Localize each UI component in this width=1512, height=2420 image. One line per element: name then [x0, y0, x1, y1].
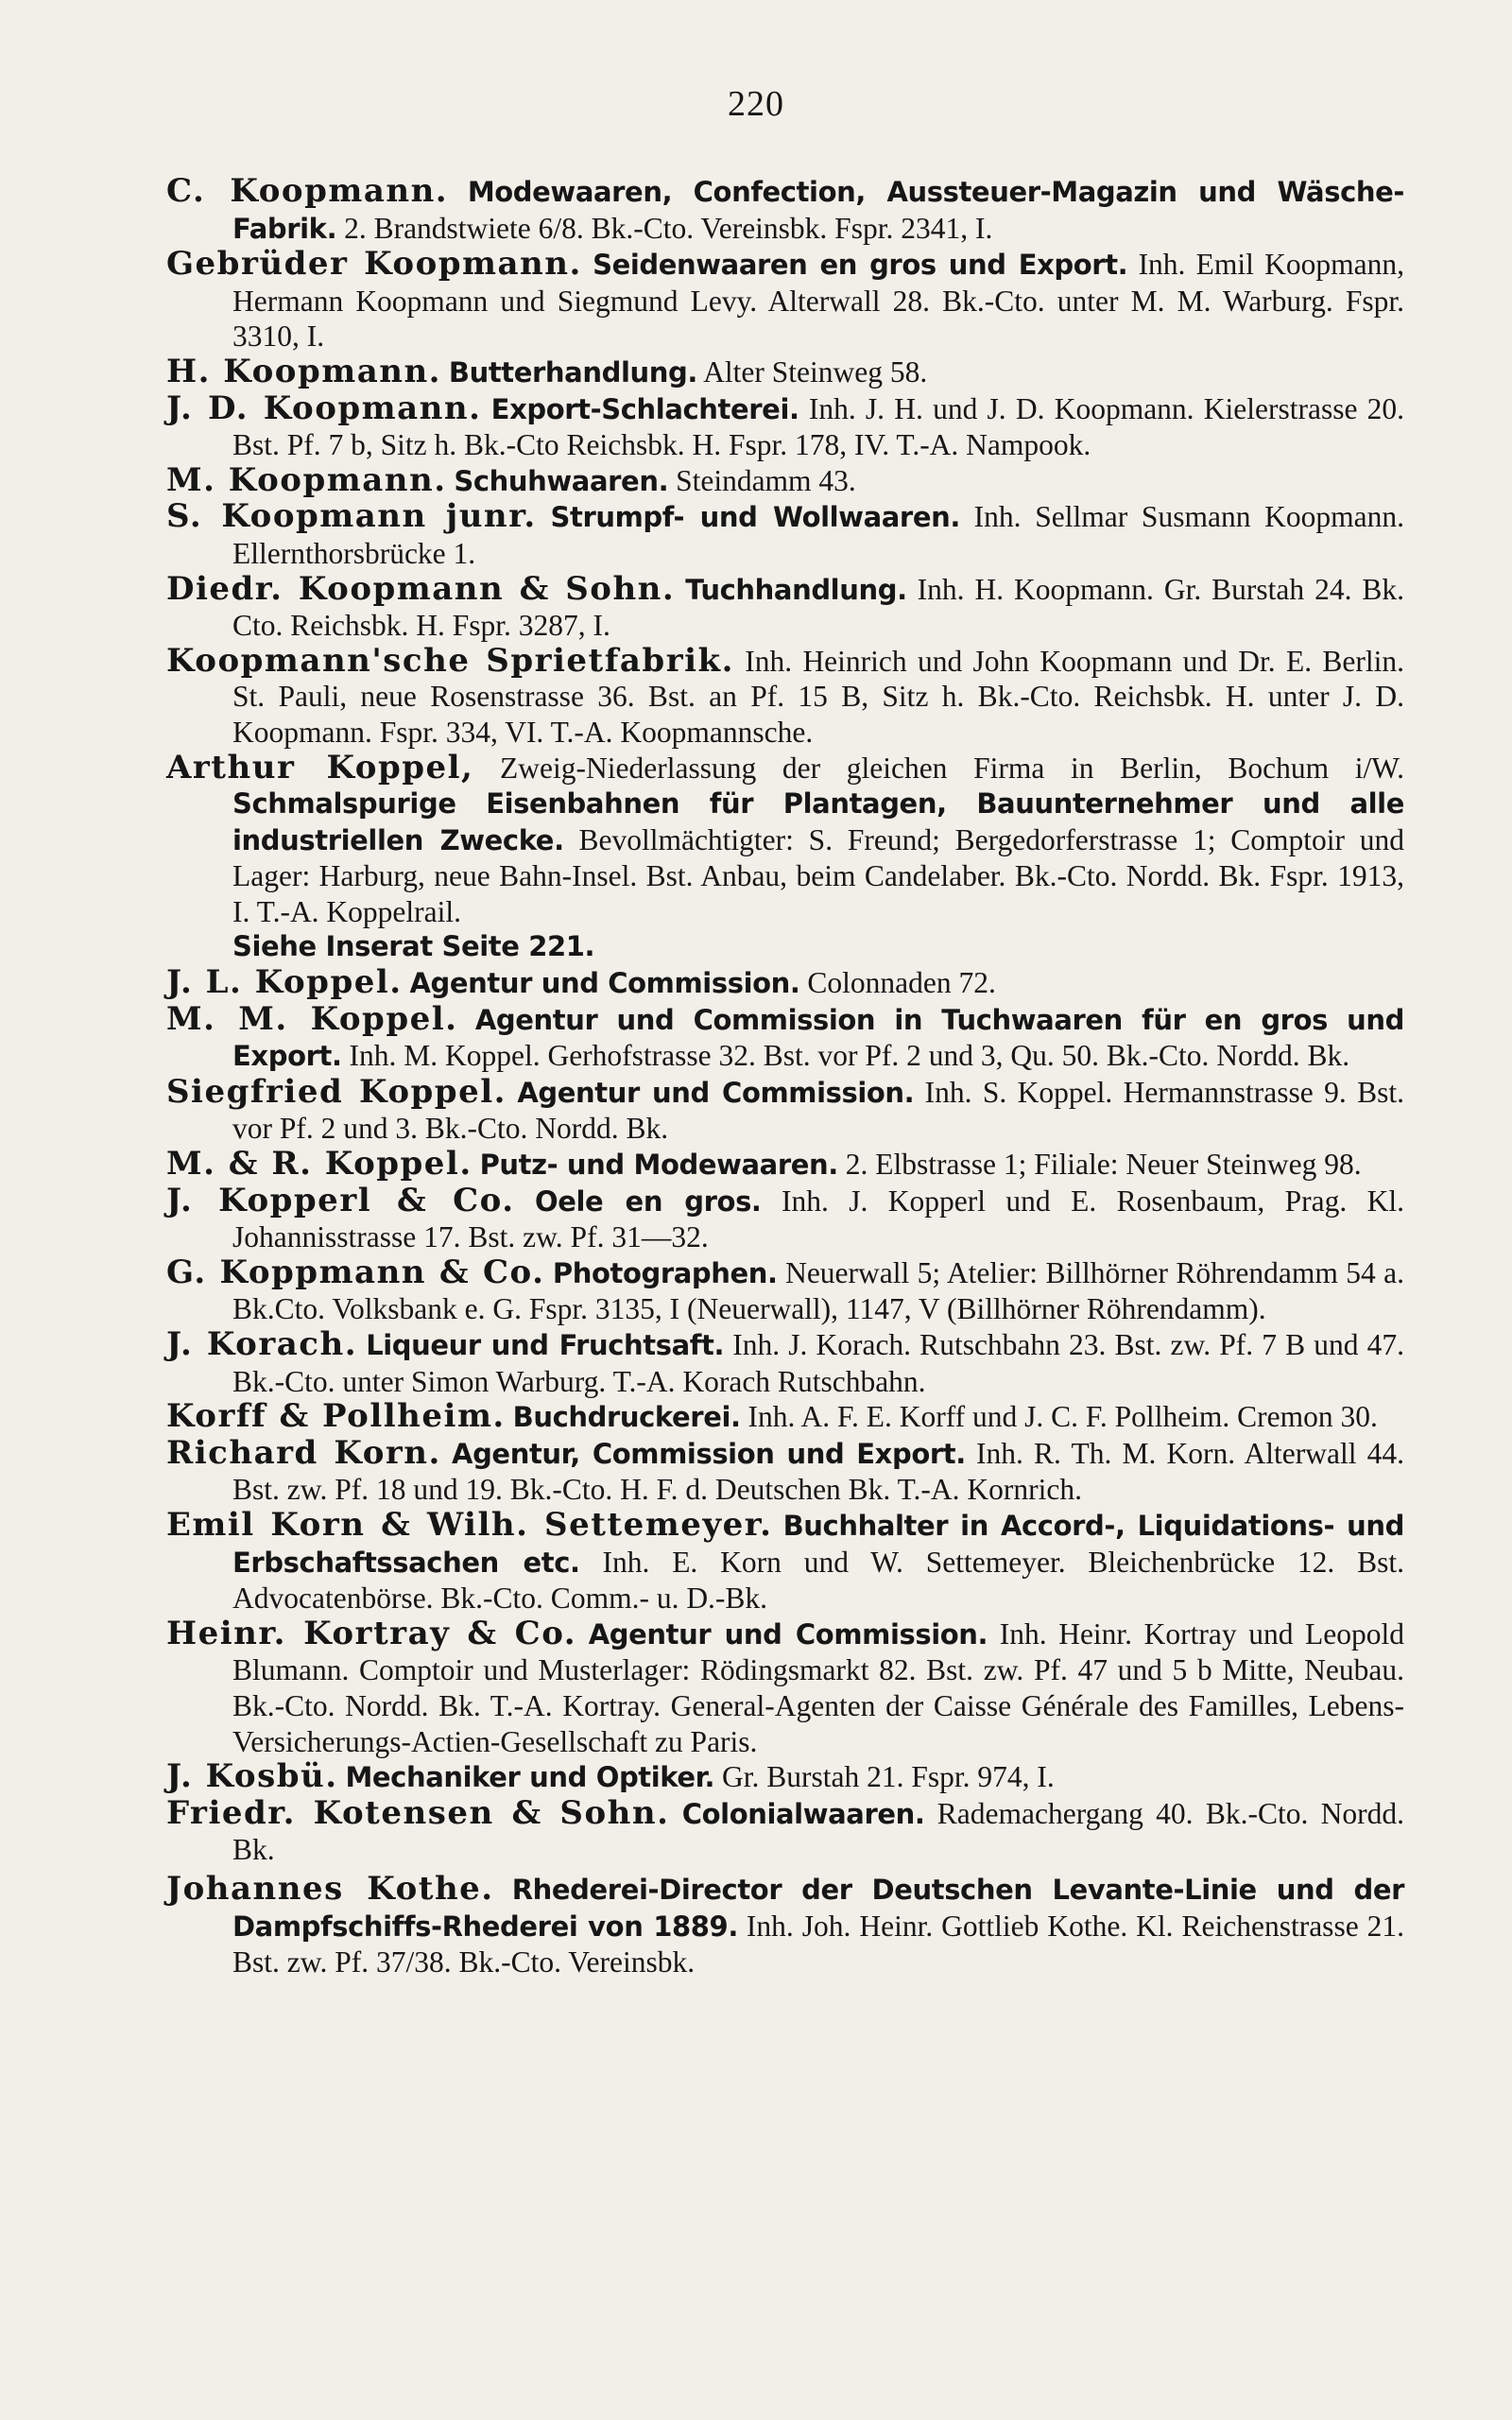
directory-entry [166, 1327, 1404, 1399]
directory-entry [166, 569, 1405, 644]
firm-trade: Colonialwaaren. [681, 1797, 925, 1830]
firm-details: Alter Steinweg 58. [703, 354, 928, 389]
firm-details: Inh. J. H. und J. D. Koopmann. Kielerstrasse 20. Bst. Pf. 7 b, Sitz h. Bk.-Cto Reichsbk. H. Fspr. 178, IV. T.-A. Nampook. [232, 391, 1405, 462]
page-number: 220 [728, 84, 784, 124]
firm-name: C. Koopmann. [166, 172, 449, 210]
firm-details: 2. Elbstrasse 1; Filiale: Neuer Steinweg 98. [845, 1148, 1362, 1182]
firm-details: Inh. S. Koppel. Hermannstrasse 9. Bst. vor Pf. 2 und 3. Bk.-Cto. Nordd. Bk. [232, 1075, 1404, 1146]
firm-details: Inh. A. F. E. Korff und J. C. F. Pollheim. Cremon 30. [747, 1400, 1378, 1434]
firm-name: M. M. Koppel. [166, 999, 458, 1038]
firm-details: Inh. Joh. Heinr. Gottlieb Kothe. Kl. Reichenstrasse 21. Bst. zw. Pf. 37/38. Bk.-Cto. Vereinsbk. [232, 1909, 1405, 1979]
firm-name: Koopmann'sche Sprietfabrik. [166, 641, 734, 680]
firm-trade: Tuchhandlung. [685, 573, 907, 606]
directory-entry [166, 460, 1404, 500]
firm-trade: Buchhalter in Accord-, Liquidations- und Erbschaftssachen etc. [232, 1509, 1405, 1579]
firm-name: Diedr. Koopmann & Sohn. [166, 569, 676, 608]
firm-name: J. D. Koopmann. [166, 389, 482, 427]
directory-entry [166, 174, 1404, 247]
firm-branch: Zweig-Niederlassung der gleichen Firma in Berlin, Bochum i/W. [500, 751, 1405, 785]
firm-name: Korff & Pollheim. [166, 1397, 506, 1436]
firm-details: Inh. J. Kopperl und E. Rosenbaum, Prag. Kl. Johannisstrasse 17. Bst. zw. Pf. 31—32. [232, 1184, 1405, 1254]
directory-entry [166, 1181, 1405, 1255]
firm-trade: Rhederei-Director der Deutschen Levante-Linie und der Dampfschiffs-Rhederei von 1889. [232, 1873, 1404, 1943]
firm-trade: Strumpf- und Wollwaaren. [550, 501, 960, 534]
firm-details: Steindamm 43. [676, 463, 856, 497]
directory-entry [166, 1255, 1404, 1327]
firm-trade: Schmalspurige Eisenbahnen für Plantagen, Bauunternehmer und alle industriellen Zwecke. [232, 787, 1404, 856]
firm-details: Gr. Burstah 21. Fspr. 974, I. [721, 1760, 1055, 1794]
directory-entry [166, 1399, 1404, 1436]
firm-trade: Liqueur und Fruchtsaft. [366, 1329, 725, 1361]
firm-details: Inh. E. Korn und W. Settemeyer. Bleichenbrücke 12. Bst. Advocatenbörse. Bk.-Cto. Comm.- u. D.-Bk. [232, 1545, 1405, 1616]
firm-name: Gebrüder Koopmann. [166, 245, 582, 284]
firm-name: G. Koppmann & Co. [166, 1253, 545, 1291]
firm-name: Siegfried Koppel. [166, 1072, 507, 1111]
directory-entry [166, 1793, 1405, 1868]
directory-entry [166, 1433, 1405, 1508]
firm-details: Inh. Heinr. Kortray und Leopold Blumann. Comptoir und Musterlager: Rödingsmarkt 82. Bst. zw. Pf. 47 und 5 b Mitte, Neubau. Bk.-Cto. Nordd. Bk. T.-A. Kortray. General-Agenten der Caisse Générale des Familles, Lebens-Versicherungs-Actien-Gesellschaft zu Paris. [232, 1616, 1404, 1758]
firm-details: 2. Brandstwiete 6/8. Bk.-Cto. Vereinsbk. Fspr. 2341, I. [344, 211, 993, 245]
directory-entry [166, 354, 1404, 391]
firm-details: Colonnaden 72. [807, 966, 996, 1000]
firm-details: Inh. Emil Koopmann, Hermann Koopmann und Siegmund Levy. Alterwall 28. Bk.-Cto. unter M. M. Warburg. Fspr. 3310, I. [232, 248, 1405, 354]
firm-name: H. Koopmann. [166, 352, 442, 390]
firm-trade: Agentur und Commission. [588, 1617, 988, 1651]
firm-name: J. Kopperl & Co. [166, 1181, 515, 1219]
firm-name: J. Kosbü. [166, 1757, 338, 1796]
firm-name: J. L. Koppel. [166, 963, 403, 1002]
firm-trade: Buchdruckerei. [512, 1401, 741, 1434]
firm-trade: Modewaaren, Confection, Aussteuer-Magazin und Wäsche-Fabrik. [232, 176, 1405, 245]
firm-name: S. Koopmann junr. [166, 497, 537, 536]
advert-reference: Siehe Inserat Seite 221. [232, 930, 595, 963]
directory-entry [166, 999, 1404, 1075]
directory-entry [166, 247, 1404, 354]
directory-entry [166, 1616, 1404, 1759]
directory-entry [166, 641, 1404, 751]
firm-trade: Oele en gros. [534, 1184, 762, 1218]
directory-entry [166, 1147, 1404, 1184]
firm-details: Bevollmächtigter: S. Freund; Bergedorferstrasse 1; Comptoir und Lager: Harburg, neue Bahn-Insel. Bst. Anbau, beim Candelaber. Bk.-Cto. Nordd. Bk. Fspr. 1913, I. T.-A. Koppelrail. [232, 822, 1404, 928]
firm-name: M. Koopmann. [166, 460, 447, 499]
firm-trade: Seidenwaaren en gros und Export. [593, 249, 1128, 282]
firm-name: Friedr. Kotensen & Sohn. [166, 1793, 670, 1832]
firm-trade: Schuhwaaren. [454, 464, 669, 497]
directory-entry [166, 391, 1404, 463]
directory-entry [166, 965, 1404, 1002]
firm-details: Inh. Sellmar Susmann Koopmann. Ellernthorsbrücke 1. [232, 500, 1405, 570]
firm-trade: Agentur und Commission. [517, 1076, 915, 1109]
firm-name: Heinr. Kortray & Co. [166, 1614, 577, 1652]
firm-name: Richard Korn. [166, 1433, 441, 1472]
firm-details: Inh. R. Th. M. Korn. Alterwall 44. Bst. zw. Pf. 18 und 19. Bk.-Cto. H. F. d. Deutschen Bk. T.-A. Kornrich. [232, 1436, 1405, 1507]
firm-trade: Export-Schlachterei. [490, 392, 799, 425]
firm-name: M. & R. Koppel. [166, 1145, 472, 1184]
firm-details: Inh. J. Korach. Rutschbahn 23. Bst. zw. Pf. 7 B und 47. Bk.-Cto. unter Simon Warburg. T.-A. Korach Rutschbahn. [232, 1328, 1405, 1398]
firm-trade: Butterhandlung. [448, 355, 697, 389]
firm-trade: Agentur und Commission in Tuchwaaren für en gros und Export. [232, 1003, 1404, 1073]
firm-name: J. Korach. [166, 1325, 358, 1363]
firm-trade: Mechaniker und Optiker. [345, 1761, 715, 1794]
firm-trade: Putz- und Modewaaren. [479, 1149, 838, 1182]
firm-name: Arthur Koppel, [166, 748, 474, 786]
firm-name: Johannes Kothe. [166, 1869, 494, 1908]
firm-details: Inh. M. Koppel. Gerhofstrasse 32. Bst. vor Pf. 2 und 3, Qu. 50. Bk.-Cto. Nordd. Bk. [349, 1039, 1350, 1073]
directory-entry [166, 1072, 1404, 1147]
firm-details: Inh. H. Koopmann. Gr. Burstah 24. Bk. Cto. Reichsbk. H. Fspr. 3287, I. [232, 572, 1405, 643]
firm-trade: Photographen. [552, 1256, 778, 1289]
firm-name: Emil Korn & Wilh. Settemeyer. [166, 1505, 773, 1544]
directory-entry [166, 1759, 1404, 1796]
firm-trade: Agentur, Commission und Export. [452, 1437, 966, 1470]
firm-details: Rademachergang 40. Bk.-Cto. Nordd. Bk. [232, 1796, 1405, 1867]
directory-entry [166, 748, 1405, 966]
firm-details: Neuerwall 5; Atelier: Billhörner Röhrendamm 54 a. Bk.Cto. Volksbank e. G. Fspr. 3135, I (Neuerwall), 1147, V (Billhörner Röhrendamm). [232, 1255, 1405, 1326]
directory-entries [166, 174, 1404, 1980]
firm-trade: Agentur und Commission. [409, 967, 800, 1000]
directory-entry [166, 1505, 1405, 1616]
firm-details: Inh. Heinrich und John Koopmann und Dr. E. Berlin. St. Pauli, neue Rosenstrasse 36. Bst. an Pf. 15 B, Sitz h. Bk.-Cto. Reichsbk. H. unter J. D. Koopmann. Fspr. 334, VI. T.-A. Koopmannsche. [232, 644, 1404, 749]
directory-entry [166, 1869, 1405, 1980]
directory-entry [166, 499, 1404, 571]
